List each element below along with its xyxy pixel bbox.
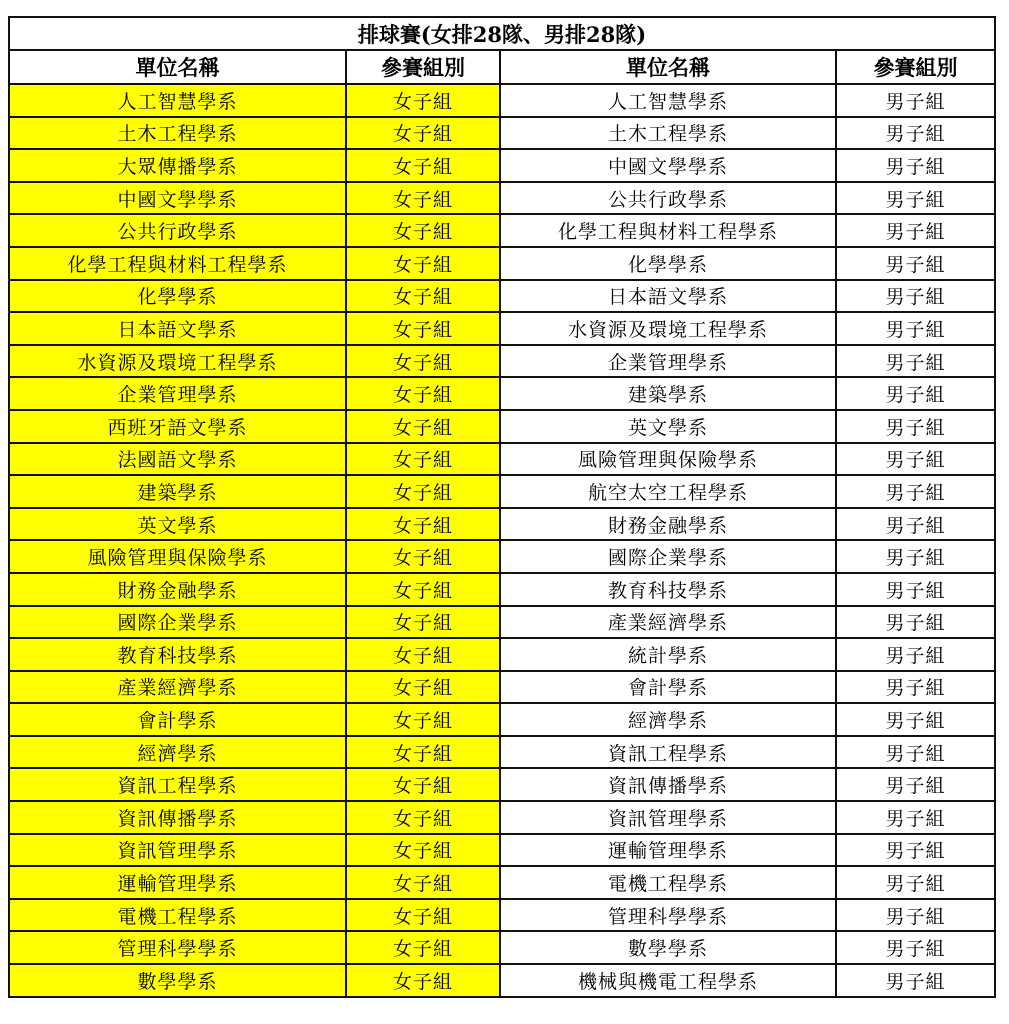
women-group-cell: 女子組 [346,736,500,769]
table-header-row [9,50,995,84]
table-row [9,312,995,345]
women-group-cell: 女子組 [346,703,500,736]
volleyball-registration-table [8,16,996,998]
women-group-cell: 女子組 [346,280,500,313]
men-group-cell: 男子組 [836,573,995,606]
men-unit-name-cell: 教育科技學系 [500,573,836,606]
women-group-cell: 女子組 [346,931,500,964]
men-group-cell: 男子組 [836,834,995,867]
men-group-cell: 男子組 [836,410,995,443]
men-group-cell: 男子組 [836,508,995,541]
table-row [9,149,995,182]
women-unit-name-cell: 中國文學學系 [9,182,346,215]
men-unit-name-cell: 英文學系 [500,410,836,443]
table-row [9,573,995,606]
table-row [9,280,995,313]
table-row [9,671,995,704]
women-group-cell: 女子組 [346,964,500,997]
women-group-cell: 女子組 [346,768,500,801]
men-unit-name-cell: 中國文學學系 [500,149,836,182]
women-group-cell: 女子組 [346,312,500,345]
women-unit-name-cell: 資訊傳播學系 [9,801,346,834]
table-row [9,117,995,150]
table-row [9,214,995,247]
women-unit-name-cell: 數學學系 [9,964,346,997]
women-group-cell: 女子組 [346,84,500,117]
men-unit-name-cell: 資訊工程學系 [500,736,836,769]
women-group-cell: 女子組 [346,606,500,639]
men-group-cell: 男子組 [836,312,995,345]
women-group-cell: 女子組 [346,508,500,541]
table-row [9,475,995,508]
men-unit-name-cell: 公共行政學系 [500,182,836,215]
table-row [9,834,995,867]
header-unit-name-women: 單位名稱 [9,50,346,84]
men-group-cell: 男子組 [836,899,995,932]
men-unit-name-cell: 資訊傳播學系 [500,768,836,801]
women-unit-name-cell: 西班牙語文學系 [9,410,346,443]
women-unit-name-cell: 英文學系 [9,508,346,541]
table-row [9,84,995,117]
table-title-row [9,17,995,50]
table-row [9,247,995,280]
men-group-cell: 男子組 [836,214,995,247]
women-unit-name-cell: 人工智慧學系 [9,84,346,117]
men-unit-name-cell: 管理科學學系 [500,899,836,932]
men-group-cell: 男子組 [836,801,995,834]
women-unit-name-cell: 化學工程與材料工程學系 [9,247,346,280]
women-unit-name-cell: 建築學系 [9,475,346,508]
table-row [9,964,995,997]
men-unit-name-cell: 企業管理學系 [500,345,836,378]
women-unit-name-cell: 風險管理與保險學系 [9,540,346,573]
women-unit-name-cell: 水資源及環境工程學系 [9,345,346,378]
header-unit-name-men: 單位名稱 [500,50,836,84]
table-row [9,931,995,964]
women-group-cell: 女子組 [346,214,500,247]
women-group-cell: 女子組 [346,834,500,867]
men-unit-name-cell: 會計學系 [500,671,836,704]
women-group-cell: 女子組 [346,182,500,215]
men-group-cell: 男子組 [836,964,995,997]
men-group-cell: 男子組 [836,671,995,704]
men-unit-name-cell: 資訊管理學系 [500,801,836,834]
women-group-cell: 女子組 [346,671,500,704]
men-unit-name-cell: 建築學系 [500,377,836,410]
women-unit-name-cell: 大眾傳播學系 [9,149,346,182]
men-group-cell: 男子組 [836,117,995,150]
women-unit-name-cell: 運輸管理學系 [9,866,346,899]
women-unit-name-cell: 公共行政學系 [9,214,346,247]
men-group-cell: 男子組 [836,606,995,639]
table-row [9,606,995,639]
men-unit-name-cell: 運輸管理學系 [500,834,836,867]
women-unit-name-cell: 產業經濟學系 [9,671,346,704]
men-group-cell: 男子組 [836,638,995,671]
table-row [9,801,995,834]
women-group-cell: 女子組 [346,247,500,280]
women-group-cell: 女子組 [346,377,500,410]
men-unit-name-cell: 財務金融學系 [500,508,836,541]
women-unit-name-cell: 國際企業學系 [9,606,346,639]
men-unit-name-cell: 化學工程與材料工程學系 [500,214,836,247]
men-unit-name-cell: 機械與機電工程學系 [500,964,836,997]
women-group-cell: 女子組 [346,801,500,834]
men-unit-name-cell: 電機工程學系 [500,866,836,899]
men-group-cell: 男子組 [836,540,995,573]
table-row [9,410,995,443]
header-group-women: 參賽組別 [346,50,500,84]
men-group-cell: 男子組 [836,84,995,117]
women-group-cell: 女子組 [346,117,500,150]
women-unit-name-cell: 教育科技學系 [9,638,346,671]
men-unit-name-cell: 人工智慧學系 [500,84,836,117]
table-row [9,443,995,476]
men-group-cell: 男子組 [836,443,995,476]
men-unit-name-cell: 風險管理與保險學系 [500,443,836,476]
table-row [9,899,995,932]
men-group-cell: 男子組 [836,931,995,964]
women-group-cell: 女子組 [346,899,500,932]
men-unit-name-cell: 產業經濟學系 [500,606,836,639]
men-group-cell: 男子組 [836,149,995,182]
women-group-cell: 女子組 [346,866,500,899]
women-unit-name-cell: 土木工程學系 [9,117,346,150]
women-unit-name-cell: 會計學系 [9,703,346,736]
table-row [9,345,995,378]
women-group-cell: 女子組 [346,149,500,182]
men-group-cell: 男子組 [836,475,995,508]
table-row [9,540,995,573]
women-group-cell: 女子組 [346,443,500,476]
table-row [9,866,995,899]
women-group-cell: 女子組 [346,540,500,573]
men-unit-name-cell: 水資源及環境工程學系 [500,312,836,345]
women-unit-name-cell: 財務金融學系 [9,573,346,606]
men-unit-name-cell: 經濟學系 [500,703,836,736]
women-unit-name-cell: 電機工程學系 [9,899,346,932]
women-unit-name-cell: 法國語文學系 [9,443,346,476]
men-group-cell: 男子組 [836,736,995,769]
header-group-men: 參賽組別 [836,50,995,84]
men-unit-name-cell: 國際企業學系 [500,540,836,573]
men-unit-name-cell: 數學學系 [500,931,836,964]
men-group-cell: 男子組 [836,768,995,801]
table-row [9,703,995,736]
table-body [9,84,995,997]
women-unit-name-cell: 管理科學學系 [9,931,346,964]
men-group-cell: 男子組 [836,377,995,410]
men-unit-name-cell: 日本語文學系 [500,280,836,313]
men-unit-name-cell: 土木工程學系 [500,117,836,150]
women-group-cell: 女子組 [346,573,500,606]
men-group-cell: 男子組 [836,866,995,899]
women-unit-name-cell: 資訊工程學系 [9,768,346,801]
men-unit-name-cell: 航空太空工程學系 [500,475,836,508]
men-group-cell: 男子組 [836,703,995,736]
women-group-cell: 女子組 [346,345,500,378]
table-row [9,182,995,215]
men-unit-name-cell: 化學學系 [500,247,836,280]
women-unit-name-cell: 日本語文學系 [9,312,346,345]
women-group-cell: 女子組 [346,638,500,671]
women-group-cell: 女子組 [346,475,500,508]
table-row [9,768,995,801]
men-unit-name-cell: 統計學系 [500,638,836,671]
women-unit-name-cell: 化學學系 [9,280,346,313]
men-group-cell: 男子組 [836,345,995,378]
women-unit-name-cell: 經濟學系 [9,736,346,769]
women-group-cell: 女子組 [346,410,500,443]
men-group-cell: 男子組 [836,247,995,280]
table-title: 排球賽(女排28隊、男排28隊) [9,17,995,50]
men-group-cell: 男子組 [836,280,995,313]
table-row [9,638,995,671]
women-unit-name-cell: 企業管理學系 [9,377,346,410]
table-row [9,736,995,769]
men-group-cell: 男子組 [836,182,995,215]
women-unit-name-cell: 資訊管理學系 [9,834,346,867]
table-row [9,377,995,410]
table-row [9,508,995,541]
